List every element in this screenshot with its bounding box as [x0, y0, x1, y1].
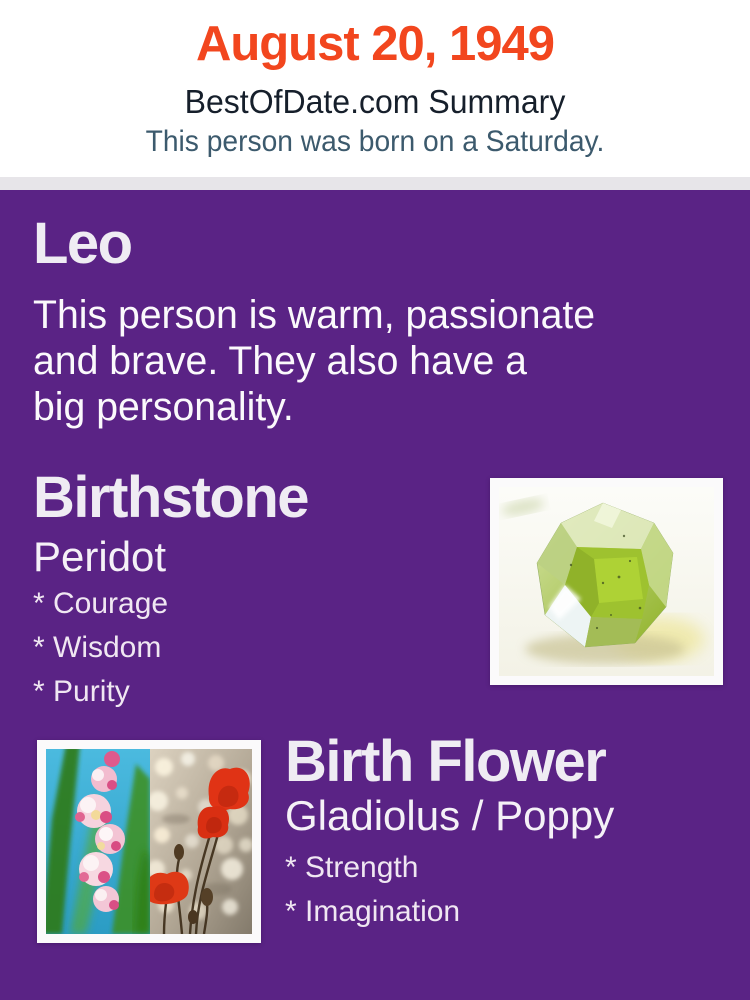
gladiolus-poppy-illustration — [46, 749, 252, 934]
birthstone-traits-list — [33, 582, 168, 714]
header — [0, 0, 750, 177]
date-title: August 20, 1949 — [195, 17, 555, 71]
header-divider — [0, 177, 750, 190]
birth-flower-heading: Birth Flower — [285, 729, 606, 794]
birthstone-heading: Birthstone — [33, 465, 308, 530]
birthstone-trait: * Purity — [33, 675, 130, 708]
zodiac-sign-heading: Leo — [33, 211, 132, 276]
birthstone-name: Peridot — [33, 533, 167, 580]
birth-flower-name: Gladiolus / Poppy — [285, 792, 615, 839]
birth-flower-traits-list — [285, 846, 460, 934]
zodiac-description — [33, 292, 595, 430]
birth-flower-trait: * Strength — [285, 851, 419, 884]
born-on-weekday-text: This person was born on a Saturday. — [145, 125, 605, 158]
peridot-gem-illustration — [499, 487, 714, 676]
site-summary-subtitle: BestOfDate.com Summary — [184, 83, 566, 120]
zodiac-description-line: This person is warm, passionate — [33, 293, 596, 337]
zodiac-description-line: and brave. They also have a — [33, 339, 527, 383]
birthstone-trait: * Wisdom — [33, 631, 162, 664]
birthstone-trait: * Courage — [33, 587, 169, 620]
zodiac-description-line: big personality. — [33, 385, 294, 429]
birth-flower-trait: * Imagination — [285, 895, 461, 928]
birth-flower-image — [37, 740, 261, 943]
peridot-gem-image — [490, 478, 723, 685]
